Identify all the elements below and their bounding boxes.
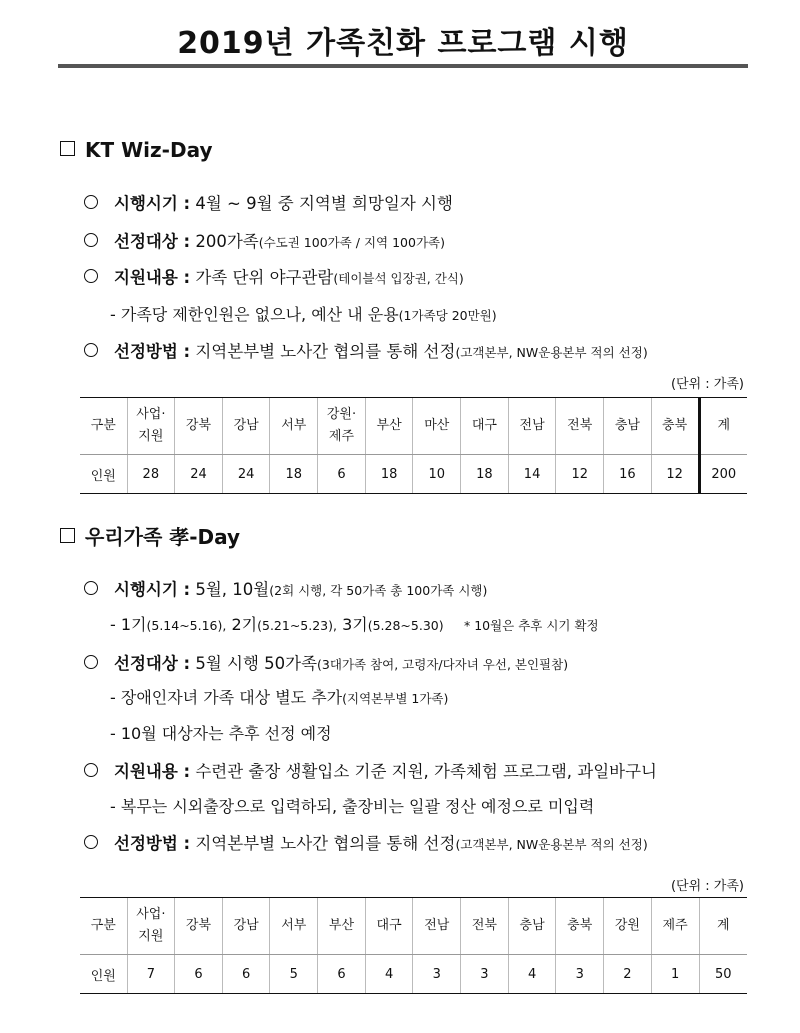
- circle-bullet-icon: [84, 835, 98, 849]
- period-2-dates: (5.21~5.23),: [257, 618, 337, 633]
- period-1: - 1기: [110, 615, 147, 634]
- table-header-cell: 구분: [80, 898, 127, 955]
- table-cell: 6: [175, 955, 223, 994]
- table-cell: 14: [508, 455, 556, 494]
- table-cell: 5: [270, 955, 318, 994]
- october-note: * 10월은 추후 시기 확정: [463, 618, 599, 633]
- period-3-dates: (5.28~5.30): [367, 618, 444, 633]
- table-header-cell: 충북: [651, 398, 699, 455]
- table-cell: 2: [604, 955, 652, 994]
- sub-note: (1가족당 20만원): [398, 308, 497, 323]
- table-header-cell: 강남: [222, 898, 270, 955]
- table-cell: 4: [365, 955, 413, 994]
- table-header-cell: 전남: [508, 398, 556, 455]
- page-title: 2019년 가족친화 프로그램 시행: [177, 26, 629, 61]
- section1-item-target: [84, 228, 445, 252]
- table-cell: 3: [413, 955, 461, 994]
- sub-text: - 복무는 시외출장으로 입력하되, 출장비는 일괄 정산 예정으로 미입력: [110, 797, 595, 816]
- table-cell: 인원: [80, 955, 127, 994]
- sub-text: - 장애인자녀 가족 대상 별도 추가: [110, 688, 343, 707]
- item-note: (수도권 100가족 / 지역 100가족): [258, 235, 445, 250]
- table-cell: 12: [651, 455, 699, 494]
- table-header-cell: 서부: [270, 398, 318, 455]
- circle-bullet-icon: [84, 581, 98, 595]
- table-cell: 18: [270, 455, 318, 494]
- table-row: [80, 955, 747, 994]
- section1-item-method: [84, 338, 648, 362]
- item-text: 5월 시행 50가족: [195, 654, 318, 673]
- circle-bullet-icon: [84, 655, 98, 669]
- table-cell: 28: [127, 455, 175, 494]
- section2-item-target: [84, 650, 568, 674]
- sub-text: - 가족당 제한인원은 없으나, 예산 내 운용: [110, 305, 399, 324]
- item-text: 지역본부별 노사간 협의를 통해 선정: [195, 342, 456, 361]
- table-header-cell: 강원: [604, 898, 652, 955]
- section2-heading: [60, 521, 240, 550]
- table-header-cell: 충북: [556, 898, 604, 955]
- item-note: (3대가족 참여, 고령자/다자녀 우선, 본인필참): [317, 657, 569, 672]
- item-text: 가족 단위 야구관람: [195, 268, 334, 287]
- table-header-cell: 강북: [175, 398, 223, 455]
- table-row: [80, 455, 747, 494]
- item-note: (고객본부, NW운용본부 적의 선정): [455, 837, 648, 852]
- table-cell: 12: [556, 455, 604, 494]
- table-header-cell: 부산: [318, 898, 366, 955]
- table-header-cell: 강남: [222, 398, 270, 455]
- item-note: (2회 시행, 각 50가족 총 100가족 시행): [269, 583, 488, 598]
- section2-item-method: [84, 830, 648, 854]
- table-cell: 3: [556, 955, 604, 994]
- table-header-cell: 충남: [604, 398, 652, 455]
- section2-unit-label: (단위 : 가족): [670, 879, 744, 894]
- section2-item-schedule: [84, 576, 487, 600]
- section2-sub-duty: [110, 794, 594, 817]
- section1-item-support: [84, 264, 464, 288]
- item-label: 선정대상 :: [114, 232, 191, 251]
- table-header-cell: 부산: [365, 398, 413, 455]
- table-cell: 10: [413, 455, 461, 494]
- table-header-cell: 사업· 지원: [127, 398, 175, 455]
- table-cell-total: 50: [699, 955, 747, 994]
- table-cell: 4: [508, 955, 556, 994]
- title-underline: [58, 64, 748, 68]
- table-header-cell: 충남: [508, 898, 556, 955]
- item-label: 지원내용 :: [114, 762, 191, 781]
- table-cell: 인원: [80, 455, 127, 494]
- table-header-cell: 대구: [461, 398, 509, 455]
- section2-item-support: [84, 758, 657, 782]
- table-header-cell: 사업· 지원: [127, 898, 175, 955]
- table-cell: 18: [461, 455, 509, 494]
- section2-heading-text: 우리가족 孝-Day: [85, 525, 241, 549]
- table-header-cell: 강원· 제주: [318, 398, 366, 455]
- table-cell-total: 200: [699, 455, 747, 494]
- table-header-cell: 전북: [556, 398, 604, 455]
- table-header-cell: 전남: [413, 898, 461, 955]
- table-cell: 6: [318, 455, 366, 494]
- table-cell: 7: [127, 955, 175, 994]
- table-header-cell: 구분: [80, 398, 127, 455]
- circle-bullet-icon: [84, 233, 98, 247]
- item-label: 지원내용 :: [114, 268, 191, 287]
- item-label: 시행시기 :: [114, 194, 191, 213]
- table-cell: 6: [222, 955, 270, 994]
- table-cell: 18: [365, 455, 413, 494]
- item-note: (테이블석 입장권, 간식): [333, 271, 464, 286]
- circle-bullet-icon: [84, 763, 98, 777]
- table-cell: 16: [604, 455, 652, 494]
- period-2: 2기: [231, 615, 258, 634]
- sub-note: (지역본부별 1가족): [342, 691, 449, 706]
- table-header-row: [80, 898, 747, 955]
- section1-heading-text: KT Wiz-Day: [85, 138, 213, 162]
- section1-item-schedule: [84, 190, 453, 214]
- table-cell: 6: [318, 955, 366, 994]
- table-cell: 24: [175, 455, 223, 494]
- table-cell: 1: [651, 955, 699, 994]
- section1-heading: [60, 138, 212, 162]
- item-text: 200가족: [195, 232, 259, 251]
- table-header-cell: 전북: [461, 898, 509, 955]
- table-header-cell: 서부: [270, 898, 318, 955]
- item-label: 선정방법 :: [114, 342, 191, 361]
- table-header-cell: 마산: [413, 398, 461, 455]
- item-label: 시행시기 :: [114, 580, 191, 599]
- table-header-cell: 대구: [365, 898, 413, 955]
- section1-table: [80, 397, 747, 494]
- circle-bullet-icon: [84, 269, 98, 283]
- square-bullet-icon: [60, 528, 75, 543]
- item-note: (고객본부, NW운용본부 적의 선정): [455, 345, 648, 360]
- section2-sub-october: [110, 721, 332, 744]
- period-3: 3기: [342, 615, 368, 634]
- item-text: 4월 ~ 9월 중 지역별 희망일자 시행: [195, 194, 453, 213]
- item-text: 5월, 10월: [195, 580, 270, 599]
- table-header-cell-total: 계: [699, 398, 747, 455]
- table-header-cell-total: 계: [699, 898, 747, 955]
- item-text: 수련관 출장 생활입소 기준 지원, 가족체험 프로그램, 과일바구니: [195, 762, 657, 781]
- circle-bullet-icon: [84, 195, 98, 209]
- table-cell: 3: [461, 955, 509, 994]
- item-label: 선정방법 :: [114, 834, 191, 853]
- table-cell: 24: [222, 455, 270, 494]
- section1-unit-label: (단위 : 가족): [670, 377, 744, 392]
- sub-text: - 10월 대상자는 추후 선정 예정: [110, 724, 332, 743]
- section2-sub-periods: [110, 612, 599, 635]
- table-header-cell: 강북: [175, 898, 223, 955]
- section2-sub-disabled: [110, 685, 448, 708]
- period-1-dates: (5.14~5.16),: [146, 618, 227, 633]
- square-bullet-icon: [60, 141, 75, 156]
- section1-sub-note: [110, 302, 497, 325]
- table-header-cell: 제주: [651, 898, 699, 955]
- section2-table: [80, 897, 747, 994]
- circle-bullet-icon: [84, 343, 98, 357]
- table-header-row: [80, 398, 747, 455]
- item-label: 선정대상 :: [114, 654, 191, 673]
- item-text: 지역본부별 노사간 협의를 통해 선정: [195, 834, 456, 853]
